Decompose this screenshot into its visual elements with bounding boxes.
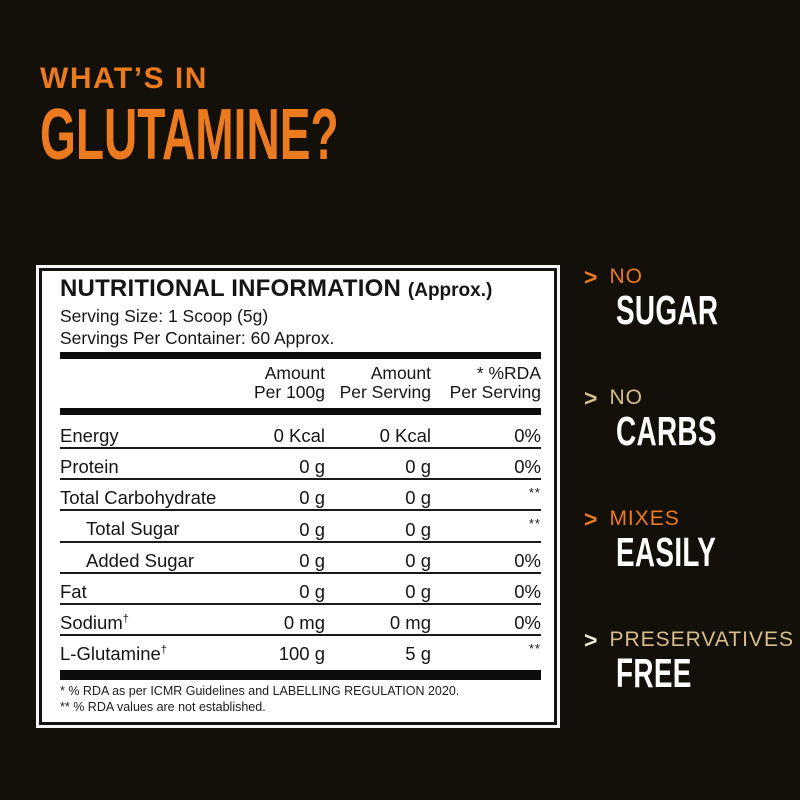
row-per-serving: 0 g bbox=[405, 456, 431, 478]
row-rda bbox=[431, 514, 541, 538]
divider-bar-header bbox=[60, 408, 541, 415]
row-per-serving: 0 g bbox=[405, 518, 431, 540]
row-rda bbox=[431, 452, 541, 476]
nutrition-rows bbox=[60, 418, 541, 665]
row-label-text: Total Carbohydrate bbox=[60, 487, 217, 509]
row-label-text: Fat bbox=[60, 580, 87, 602]
row-per-100g: 0 g bbox=[299, 518, 325, 540]
column-header-per-100g bbox=[229, 364, 325, 402]
row-label-text: Sodium bbox=[60, 612, 123, 634]
row-label bbox=[60, 516, 229, 538]
row-rda-sup: ** bbox=[528, 641, 541, 657]
page-heading bbox=[40, 62, 507, 175]
row-rda bbox=[431, 483, 541, 507]
row-label bbox=[60, 485, 229, 507]
row-label-text: Protein bbox=[60, 456, 119, 478]
divider-bar-top bbox=[60, 352, 541, 359]
table-row-sodium bbox=[60, 603, 541, 634]
row-per-serving: 0 Kcal bbox=[379, 425, 431, 447]
row-label-sup: † bbox=[160, 644, 167, 657]
callout-mixes-easily bbox=[584, 506, 794, 627]
callout-no-sugar bbox=[584, 264, 794, 385]
row-label-text: L-Glutamine bbox=[60, 643, 161, 665]
panel-title-suffix: (Approx.) bbox=[407, 280, 493, 301]
footnote-not-established: ** % RDA values are not established. bbox=[60, 699, 266, 714]
row-per-serving: 5 g bbox=[405, 643, 431, 665]
row-rda bbox=[431, 577, 541, 601]
row-per-serving: 0 g bbox=[405, 580, 431, 602]
row-rda bbox=[431, 639, 541, 663]
divider-bar-bottom bbox=[60, 670, 541, 680]
row-rda bbox=[431, 421, 541, 445]
table-row-total-carbohydrate bbox=[60, 478, 541, 509]
row-per-100g: 0 g bbox=[299, 549, 325, 571]
callout-big-label: SUGAR bbox=[616, 287, 719, 333]
table-row-protein bbox=[60, 447, 541, 478]
column-header-text: Per Serving bbox=[339, 382, 431, 402]
heading-line2: GLUTAMINE? bbox=[40, 95, 339, 175]
row-per-serving: 0 mg bbox=[389, 612, 431, 634]
callout-small-label: MIXES bbox=[609, 507, 680, 530]
callout-preservatives-free bbox=[584, 627, 794, 748]
row-per-serving: 0 g bbox=[405, 487, 431, 509]
row-label bbox=[60, 579, 229, 601]
column-header-text: Per 100g bbox=[253, 382, 325, 402]
callout-no-carbs bbox=[584, 385, 794, 506]
servings-per-container-line: Servings Per Container: 60 Approx. bbox=[60, 328, 335, 348]
row-rda bbox=[431, 608, 541, 632]
row-rda-text: 0% bbox=[514, 456, 541, 478]
row-label-text: Energy bbox=[60, 425, 119, 447]
benefit-callouts bbox=[584, 264, 794, 748]
row-rda-text: 0% bbox=[514, 580, 541, 602]
panel-title bbox=[60, 276, 541, 304]
table-row-l-glutamine bbox=[60, 634, 541, 665]
row-rda-text: 0% bbox=[514, 549, 541, 571]
row-per-100g: 0 mg bbox=[283, 612, 325, 634]
nutrition-panel bbox=[39, 268, 557, 725]
row-label bbox=[60, 641, 229, 663]
column-headers bbox=[60, 362, 541, 405]
row-rda bbox=[431, 546, 541, 570]
footnote-rda: * % RDA as per ICMR Guidelines and LABELLING REGULATION 2020. bbox=[60, 684, 460, 699]
chevron-right-icon: > bbox=[584, 505, 598, 532]
table-row-energy bbox=[60, 418, 541, 447]
callout-small-label: PRESERVATIVES bbox=[609, 628, 794, 651]
row-rda-text: 0% bbox=[514, 425, 541, 447]
callout-small-label: NO bbox=[609, 386, 643, 409]
column-header-per-serving bbox=[325, 364, 431, 402]
panel-title-text: NUTRITIONAL INFORMATION bbox=[60, 275, 402, 302]
row-per-serving: 0 g bbox=[405, 549, 431, 571]
row-per-100g: 0 g bbox=[299, 487, 325, 509]
column-header-text: Amount bbox=[370, 363, 431, 383]
row-label-sup: † bbox=[122, 612, 129, 625]
callout-big-label: EASILY bbox=[616, 529, 717, 575]
table-row-added-sugar bbox=[60, 541, 541, 572]
row-label bbox=[60, 423, 229, 445]
table-row-total-sugar bbox=[60, 509, 541, 540]
row-label bbox=[60, 548, 229, 570]
row-per-100g: 0 g bbox=[299, 580, 325, 602]
row-label bbox=[60, 454, 229, 476]
column-header-text: Per Serving bbox=[449, 382, 541, 402]
chevron-right-icon: > bbox=[584, 384, 598, 411]
table-row-fat bbox=[60, 572, 541, 603]
column-header-rda bbox=[431, 364, 541, 402]
callout-big-label: FREE bbox=[616, 650, 692, 696]
callout-small-label: NO bbox=[609, 265, 643, 288]
chevron-right-icon: > bbox=[584, 263, 598, 290]
row-label-text: Total Sugar bbox=[86, 518, 180, 540]
row-label bbox=[60, 610, 229, 632]
column-header-text: * %RDA bbox=[476, 363, 541, 383]
row-rda-text: 0% bbox=[514, 612, 541, 634]
heading-line1: WHAT’S IN bbox=[40, 62, 208, 95]
row-per-100g: 0 Kcal bbox=[273, 425, 325, 447]
chevron-right-icon: > bbox=[584, 626, 598, 653]
row-rda-sup: ** bbox=[528, 485, 541, 501]
footnotes bbox=[60, 684, 541, 715]
row-per-100g: 0 g bbox=[299, 456, 325, 478]
row-label-text: Added Sugar bbox=[86, 549, 195, 571]
callout-big-label: CARBS bbox=[616, 408, 717, 454]
row-rda-sup: ** bbox=[528, 516, 541, 532]
row-per-100g: 100 g bbox=[278, 643, 325, 665]
serving-size-line: Serving Size: 1 Scoop (5g) bbox=[60, 306, 269, 326]
column-header-text: Amount bbox=[264, 363, 325, 383]
column-header-spacer bbox=[60, 364, 229, 402]
